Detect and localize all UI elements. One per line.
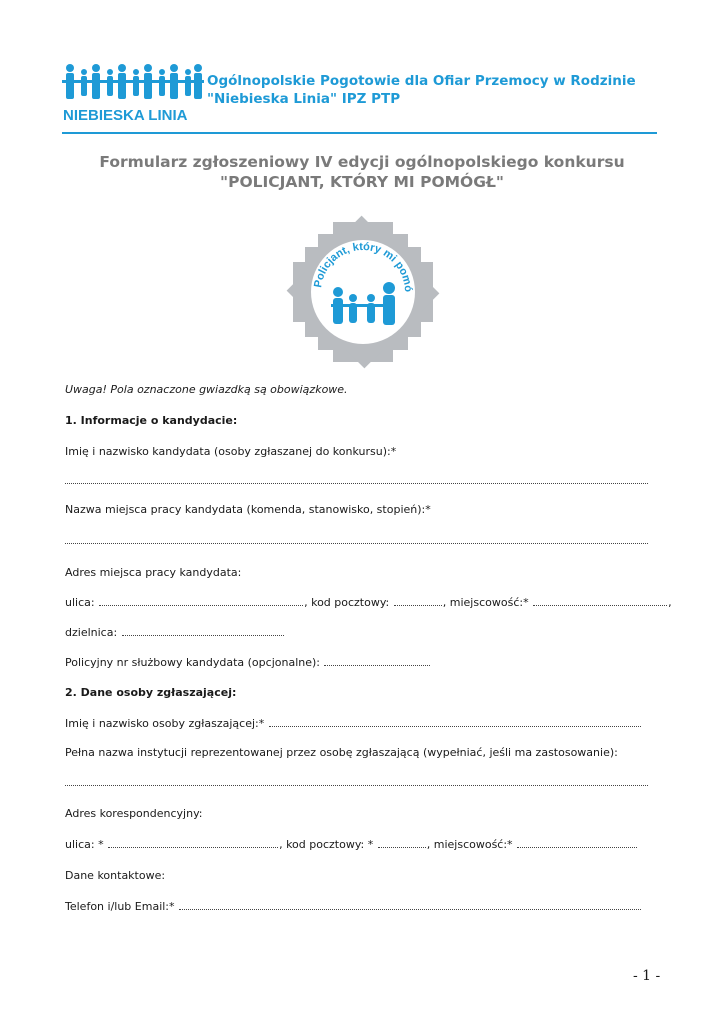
svg-text:Policjant, który mi pomógł: Policjant, który mi pomó <box>312 240 415 293</box>
form-title-line1: Formularz zgłoszeniowy IV edycji ogólnopolskiego konkursu <box>99 153 625 171</box>
candidate-address-label: Adres miejsca pracy kandydata: <box>65 566 242 579</box>
police-star-icon <box>283 214 443 370</box>
submitter-city-label: , miejscowość:* <box>426 838 513 851</box>
candidate-address-comma: , <box>668 596 672 609</box>
submitter-street-field[interactable] <box>108 839 278 848</box>
organization-name-line1: Ogólnopolskie Pogotowie dla Ofiar Przemocy w Rodzinie <box>207 73 636 89</box>
form-title-line2: "POLICJANT, KTÓRY MI POMÓGŁ" <box>220 173 504 191</box>
submitter-phone-label: Telefon i/lub Email:* <box>65 900 175 913</box>
submitter-address-row <box>65 838 638 851</box>
logo-figures-icon <box>62 62 204 124</box>
submitter-address-label: Adres korespondencyjny: <box>65 807 203 820</box>
candidate-city-label: , miejscowość:* <box>442 596 529 609</box>
organization-name <box>207 72 667 108</box>
form-title <box>62 152 662 192</box>
submitter-institution-field[interactable] <box>65 785 648 786</box>
submitter-phone-row <box>65 900 642 913</box>
svg-text:NIEBIESKA LINIA: NIEBIESKA LINIA <box>63 107 188 124</box>
organization-name-line2: "Niebieska Linia" IPZ PTP <box>207 91 401 107</box>
candidate-workplace-label: Nazwa miejsca pracy kandydata (komenda, stanowisko, stopień):* <box>65 503 431 516</box>
submitter-name-label: Imię i nazwisko osoby zgłaszającej:* <box>65 717 265 730</box>
candidate-badge-label: Policyjny nr służbowy kandydata (opcjonalne): <box>65 656 320 669</box>
submitter-contact-label: Dane kontaktowe: <box>65 869 166 882</box>
submitter-city-field[interactable] <box>517 839 637 848</box>
candidate-street-label: ulica: <box>65 596 95 609</box>
section1-heading: 1. Informacje o kandydacie: <box>65 414 238 427</box>
candidate-badge-field[interactable] <box>324 657 430 666</box>
header-divider <box>62 132 657 134</box>
candidate-city-field[interactable] <box>533 597 667 606</box>
candidate-badge-row <box>65 656 431 669</box>
submitter-street-label: ulica: * <box>65 838 104 851</box>
page-number: - 1 - <box>633 968 661 984</box>
candidate-postal-label: , kod pocztowy: <box>304 596 390 609</box>
niebieska-linia-logo <box>62 62 204 124</box>
required-fields-note: Uwaga! Pola oznaczone gwiazdką są obowiązkowe. <box>65 383 348 396</box>
submitter-phone-field[interactable] <box>179 901 641 910</box>
candidate-address-row <box>65 596 672 609</box>
submitter-name-row <box>65 717 642 730</box>
submitter-postal-field[interactable] <box>378 839 426 848</box>
candidate-district-row <box>65 626 285 639</box>
submitter-institution-label: Pełna nazwa instytucji reprezentowanej przez osobę zgłaszającą (wypełniać, jeśli ma zastosowanie): <box>65 746 618 759</box>
candidate-name-label: Imię i nazwisko kandydata (osoby zgłaszanej do konkursu):* <box>65 445 397 458</box>
candidate-district-label: dzielnica: <box>65 626 118 639</box>
submitter-name-field[interactable] <box>269 718 641 727</box>
candidate-street-field[interactable] <box>99 597 303 606</box>
submitter-postal-label: , kod pocztowy: * <box>279 838 374 851</box>
contest-emblem <box>283 214 443 370</box>
section2-heading: 2. Dane osoby zgłaszającej: <box>65 686 237 699</box>
candidate-name-field[interactable] <box>65 483 648 484</box>
candidate-district-field[interactable] <box>122 627 284 636</box>
candidate-postal-field[interactable] <box>394 597 442 606</box>
candidate-workplace-field[interactable] <box>65 543 648 544</box>
